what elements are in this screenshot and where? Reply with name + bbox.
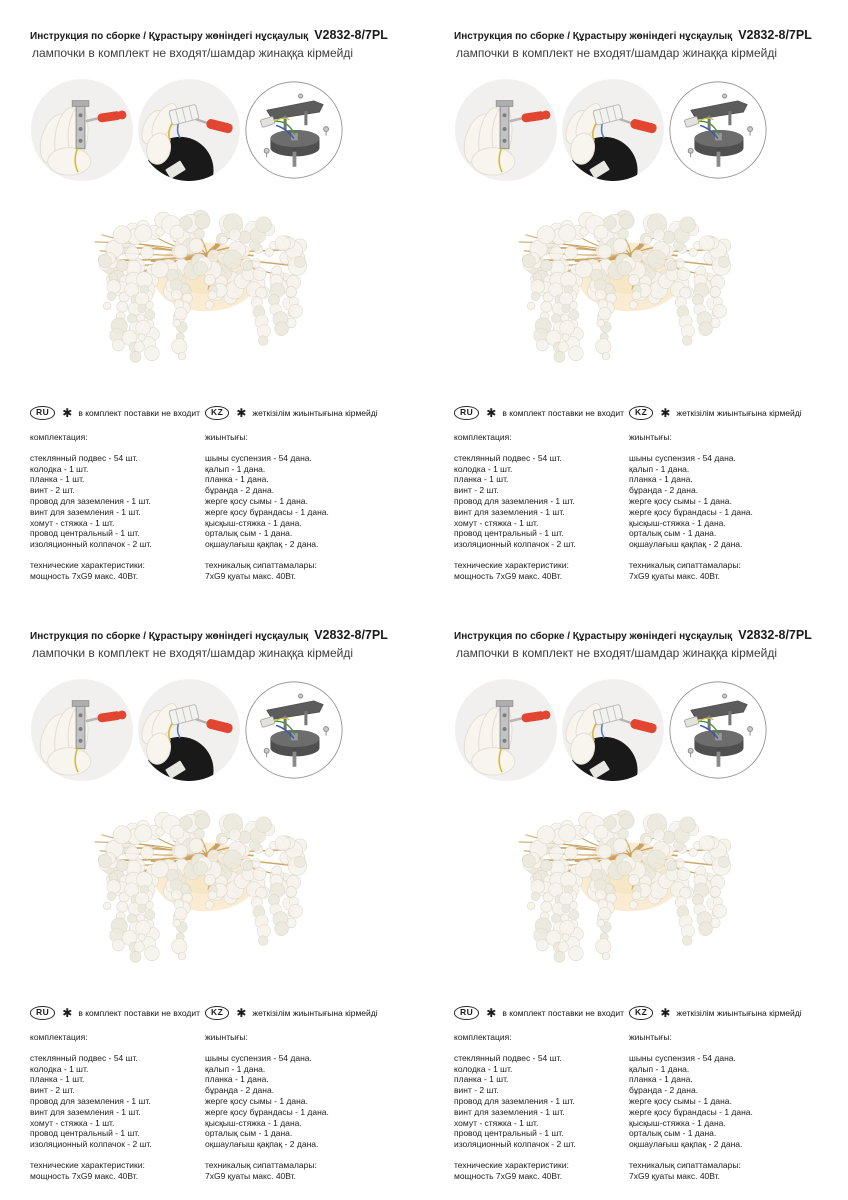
- part-item: провод для заземления - 1 шт.: [30, 1095, 151, 1106]
- part-item: планка - 1 шт.: [454, 474, 509, 485]
- assembly-figures: [454, 78, 818, 182]
- part-item: хомут - стяжка - 1 шт.: [454, 1117, 539, 1128]
- asterisk-icon: ✱: [660, 406, 671, 420]
- sheet-title: Инструкция по сборке / Құрастыру жөніндегі нұсқаулық: [30, 631, 309, 642]
- part-item: шыны суспензия - 54 дана.: [205, 452, 312, 463]
- chandelier-image: [86, 192, 326, 384]
- sheet-title: Инструкция по сборке / Құрастыру жөніндегі нұсқаулық: [454, 31, 733, 42]
- part-item: винт для заземления - 1 шт.: [454, 1106, 565, 1117]
- part-item: провод центральный - 1 шт.: [30, 528, 140, 539]
- part-item: провод центральный - 1 шт.: [454, 1128, 564, 1139]
- part-item: планка - 1 дана.: [205, 474, 269, 485]
- ru-badge: RU: [30, 406, 55, 420]
- part-item: планка - 1 шт.: [30, 1074, 85, 1085]
- assembly-figures: [454, 678, 818, 782]
- part-item: стеклянный подвес - 54 шт.: [454, 452, 562, 463]
- tech-heading-ru: технические характеристики:: [30, 559, 145, 570]
- asterisk-icon: ✱: [236, 406, 247, 420]
- chandelier-image: [510, 192, 750, 384]
- part-item: жерге қосу сымы - 1 дана.: [629, 1095, 732, 1106]
- terminal-wiring-photo-icon: [561, 78, 665, 182]
- parts-list-ru: [454, 432, 629, 582]
- part-item: шыны суспензия - 54 дана.: [629, 1052, 736, 1063]
- ru-note-text: в комплект поставки не входит: [502, 1008, 625, 1018]
- part-item: планка - 1 дана.: [629, 1074, 693, 1085]
- not-included-notes: [454, 1006, 818, 1020]
- part-item: орталық сым - 1 дана.: [629, 528, 717, 539]
- tech-value-ru: мощность 7xG9 макс. 40Вт.: [30, 1170, 139, 1181]
- kz-note-group: [629, 406, 818, 420]
- tech-heading-kz: техникалық сипаттамалары:: [629, 1159, 741, 1170]
- part-item: планка - 1 дана.: [205, 1074, 269, 1085]
- parts-heading-kz: жиынтығы:: [629, 432, 672, 442]
- ceiling-mount-diagram-icon: [668, 680, 768, 780]
- part-item: планка - 1 шт.: [454, 1074, 509, 1085]
- lamps-not-included-note: лампочки в комплект не входят/шамдар жинаққа кірмейді: [32, 646, 354, 660]
- not-included-notes: [30, 1006, 394, 1020]
- tech-heading-ru: технические характеристики:: [30, 1159, 145, 1170]
- part-item: жерге қосу бұрандасы - 1 дана.: [629, 506, 753, 517]
- parts-heading-kz: жиынтығы:: [629, 1032, 672, 1042]
- part-item: винт для заземления - 1 шт.: [454, 506, 565, 517]
- chandelier-figure: [510, 792, 750, 984]
- kz-note-group: [205, 1006, 394, 1020]
- part-item: винт - 2 шт.: [454, 485, 499, 496]
- sheet-title: Инструкция по сборке / Құрастыру жөніндегі нұсқаулық: [30, 31, 309, 42]
- ru-note-text: в комплект поставки не входит: [78, 408, 201, 418]
- title-row: [454, 626, 818, 644]
- parts-list-ru: [30, 432, 205, 582]
- kz-note-text: жеткізілім жиынтығына кірмейді: [252, 1008, 378, 1018]
- sheet-title: Инструкция по сборке / Құрастыру жөніндегі нұсқаулық: [454, 631, 733, 642]
- asterisk-icon: ✱: [486, 1006, 497, 1020]
- part-item: бұранда - 2 дана.: [629, 1085, 699, 1096]
- parts-list-kz: [205, 1032, 394, 1182]
- chandelier-figure: [86, 792, 326, 984]
- part-item: планка - 1 дана.: [629, 474, 693, 485]
- part-item: қалып - 1 дана.: [205, 1063, 266, 1074]
- model-number: V2832-8/7PL: [738, 628, 812, 642]
- part-item: стеклянный подвес - 54 шт.: [30, 1052, 138, 1063]
- parts-list-kz: [205, 432, 394, 582]
- part-item: қалып - 1 дана.: [205, 463, 266, 474]
- not-included-notes: [454, 406, 818, 420]
- part-item: провод для заземления - 1 шт.: [454, 1095, 575, 1106]
- part-item: бұранда - 2 дана.: [629, 485, 699, 496]
- parts-lists: [454, 432, 818, 582]
- instruction-sheet: [424, 0, 848, 600]
- part-item: провод центральный - 1 шт.: [30, 1128, 140, 1139]
- chandelier-figure: [510, 192, 750, 384]
- part-item: шыны суспензия - 54 дана.: [205, 1052, 312, 1063]
- bracket-screwdriver-photo-icon: [454, 678, 558, 782]
- part-item: қалып - 1 дана.: [629, 463, 690, 474]
- tech-heading-kz: техникалық сипаттамалары:: [629, 559, 741, 570]
- part-item: изоляционный колпачок - 2 шт.: [30, 1139, 152, 1150]
- part-item: изоляционный колпачок - 2 шт.: [454, 1139, 576, 1150]
- tech-value-kz: 7xG9 қуаты макс. 40Вт.: [629, 1170, 720, 1181]
- parts-heading-ru: комплектация:: [30, 1032, 88, 1042]
- part-item: шыны суспензия - 54 дана.: [629, 452, 736, 463]
- parts-list-ru: [454, 1032, 629, 1182]
- part-item: колодка - 1 шт.: [454, 1063, 513, 1074]
- ru-badge: RU: [454, 406, 479, 420]
- title-row: [30, 626, 394, 644]
- part-item: жерге қосу бұрандасы - 1 дана.: [205, 506, 329, 517]
- ru-badge: RU: [454, 1006, 479, 1020]
- ru-note-text: в комплект поставки не входит: [78, 1008, 201, 1018]
- sheet-header: [30, 26, 394, 60]
- ceiling-mount-diagram-icon: [668, 80, 768, 180]
- asterisk-icon: ✱: [660, 1006, 671, 1020]
- part-item: жерге қосу бұрандасы - 1 дана.: [629, 1106, 753, 1117]
- bracket-screwdriver-photo-icon: [30, 678, 134, 782]
- part-item: жерге қосу сымы - 1 дана.: [205, 1095, 308, 1106]
- assembly-figures: [30, 678, 394, 782]
- tech-value-ru: мощность 7xG9 макс. 40Вт.: [30, 570, 139, 581]
- ru-note-group: [454, 1006, 629, 1020]
- model-number: V2832-8/7PL: [314, 28, 388, 42]
- part-item: винт - 2 шт.: [30, 485, 75, 496]
- part-item: қысқыш-стяжка - 1 дана.: [629, 517, 726, 528]
- part-item: колодка - 1 шт.: [454, 463, 513, 474]
- tech-heading-ru: технические характеристики:: [454, 559, 569, 570]
- terminal-wiring-photo-icon: [137, 78, 241, 182]
- part-item: қысқыш-стяжка - 1 дана.: [205, 1117, 302, 1128]
- part-item: колодка - 1 шт.: [30, 463, 89, 474]
- assembly-figures: [30, 78, 394, 182]
- sheet-header: [30, 626, 394, 660]
- parts-lists: [454, 1032, 818, 1182]
- part-item: оқшаулағыш қақпақ - 2 дана.: [205, 1139, 319, 1150]
- title-row: [454, 26, 818, 44]
- part-item: хомут - стяжка - 1 шт.: [454, 517, 539, 528]
- title-row: [30, 26, 394, 44]
- part-item: винт для заземления - 1 шт.: [30, 1106, 141, 1117]
- asterisk-icon: ✱: [236, 1006, 247, 1020]
- kz-badge: KZ: [205, 406, 229, 420]
- parts-list-kz: [629, 1032, 818, 1182]
- part-item: жерге қосу сымы - 1 дана.: [629, 495, 732, 506]
- tech-value-kz: 7xG9 қуаты макс. 40Вт.: [205, 570, 296, 581]
- instruction-sheet: [424, 600, 848, 1200]
- part-item: оқшаулағыш қақпақ - 2 дана.: [205, 539, 319, 550]
- parts-list-ru: [30, 1032, 205, 1182]
- parts-heading-ru: комплектация:: [30, 432, 88, 442]
- tech-value-ru: мощность 7xG9 макс. 40Вт.: [454, 1170, 563, 1181]
- part-item: хомут - стяжка - 1 шт.: [30, 1117, 115, 1128]
- kz-note-text: жеткізілім жиынтығына кірмейді: [252, 408, 378, 418]
- part-item: жерге қосу бұрандасы - 1 дана.: [205, 1106, 329, 1117]
- tech-value-kz: 7xG9 қуаты макс. 40Вт.: [205, 1170, 296, 1181]
- ru-note-group: [30, 1006, 205, 1020]
- chandelier-image: [86, 792, 326, 984]
- asterisk-icon: ✱: [62, 406, 73, 420]
- bracket-screwdriver-photo-icon: [30, 78, 134, 182]
- part-item: провод для заземления - 1 шт.: [30, 495, 151, 506]
- part-item: планка - 1 шт.: [30, 474, 85, 485]
- kz-badge: KZ: [629, 406, 653, 420]
- model-number: V2832-8/7PL: [314, 628, 388, 642]
- part-item: провод центральный - 1 шт.: [454, 528, 564, 539]
- parts-heading-ru: комплектация:: [454, 432, 512, 442]
- part-item: бұранда - 2 дана.: [205, 485, 275, 496]
- parts-lists: [30, 1032, 394, 1182]
- ru-badge: RU: [30, 1006, 55, 1020]
- part-item: винт - 2 шт.: [30, 1085, 75, 1096]
- not-included-notes: [30, 406, 394, 420]
- tech-heading-kz: техникалық сипаттамалары:: [205, 559, 317, 570]
- parts-heading-ru: комплектация:: [454, 1032, 512, 1042]
- part-item: орталық сым - 1 дана.: [205, 528, 293, 539]
- kz-note-text: жеткізілім жиынтығына кірмейді: [676, 408, 802, 418]
- instruction-sheet: [0, 0, 424, 600]
- parts-heading-kz: жиынтығы:: [205, 432, 248, 442]
- parts-list-kz: [629, 432, 818, 582]
- lamps-not-included-note: лампочки в комплект не входят/шамдар жинаққа кірмейді: [456, 46, 778, 60]
- tech-value-ru: мощность 7xG9 макс. 40Вт.: [454, 570, 563, 581]
- lamps-not-included-note: лампочки в комплект не входят/шамдар жинаққа кірмейді: [456, 646, 778, 660]
- instruction-sheet: [0, 600, 424, 1200]
- kz-note-text: жеткізілім жиынтығына кірмейді: [676, 1008, 802, 1018]
- tech-value-kz: 7xG9 қуаты макс. 40Вт.: [629, 570, 720, 581]
- kz-badge: KZ: [205, 1006, 229, 1020]
- ceiling-mount-diagram-icon: [244, 680, 344, 780]
- kz-note-group: [205, 406, 394, 420]
- part-item: винт для заземления - 1 шт.: [30, 506, 141, 517]
- part-item: колодка - 1 шт.: [30, 1063, 89, 1074]
- part-item: қысқыш-стяжка - 1 дана.: [205, 517, 302, 528]
- part-item: жерге қосу сымы - 1 дана.: [205, 495, 308, 506]
- part-item: изоляционный колпачок - 2 шт.: [454, 539, 576, 550]
- asterisk-icon: ✱: [62, 1006, 73, 1020]
- kz-note-group: [629, 1006, 818, 1020]
- parts-heading-kz: жиынтығы:: [205, 1032, 248, 1042]
- part-item: орталық сым - 1 дана.: [629, 1128, 717, 1139]
- part-item: оқшаулағыш қақпақ - 2 дана.: [629, 539, 743, 550]
- part-item: оқшаулағыш қақпақ - 2 дана.: [629, 1139, 743, 1150]
- part-item: провод для заземления - 1 шт.: [454, 495, 575, 506]
- sheet-header: [454, 626, 818, 660]
- ru-note-text: в комплект поставки не входит: [502, 408, 625, 418]
- ru-note-group: [454, 406, 629, 420]
- part-item: хомут - стяжка - 1 шт.: [30, 517, 115, 528]
- sheet-header: [454, 26, 818, 60]
- chandelier-image: [510, 792, 750, 984]
- part-item: винт - 2 шт.: [454, 1085, 499, 1096]
- part-item: стеклянный подвес - 54 шт.: [454, 1052, 562, 1063]
- chandelier-figure: [86, 192, 326, 384]
- part-item: стеклянный подвес - 54 шт.: [30, 452, 138, 463]
- tech-heading-ru: технические характеристики:: [454, 1159, 569, 1170]
- asterisk-icon: ✱: [486, 406, 497, 420]
- part-item: изоляционный колпачок - 2 шт.: [30, 539, 152, 550]
- lamps-not-included-note: лампочки в комплект не входят/шамдар жинаққа кірмейді: [32, 46, 354, 60]
- part-item: қысқыш-стяжка - 1 дана.: [629, 1117, 726, 1128]
- part-item: бұранда - 2 дана.: [205, 1085, 275, 1096]
- terminal-wiring-photo-icon: [561, 678, 665, 782]
- ru-note-group: [30, 406, 205, 420]
- parts-lists: [30, 432, 394, 582]
- ceiling-mount-diagram-icon: [244, 80, 344, 180]
- terminal-wiring-photo-icon: [137, 678, 241, 782]
- model-number: V2832-8/7PL: [738, 28, 812, 42]
- part-item: қалып - 1 дана.: [629, 1063, 690, 1074]
- kz-badge: KZ: [629, 1006, 653, 1020]
- bracket-screwdriver-photo-icon: [454, 78, 558, 182]
- part-item: орталық сым - 1 дана.: [205, 1128, 293, 1139]
- tech-heading-kz: техникалық сипаттамалары:: [205, 1159, 317, 1170]
